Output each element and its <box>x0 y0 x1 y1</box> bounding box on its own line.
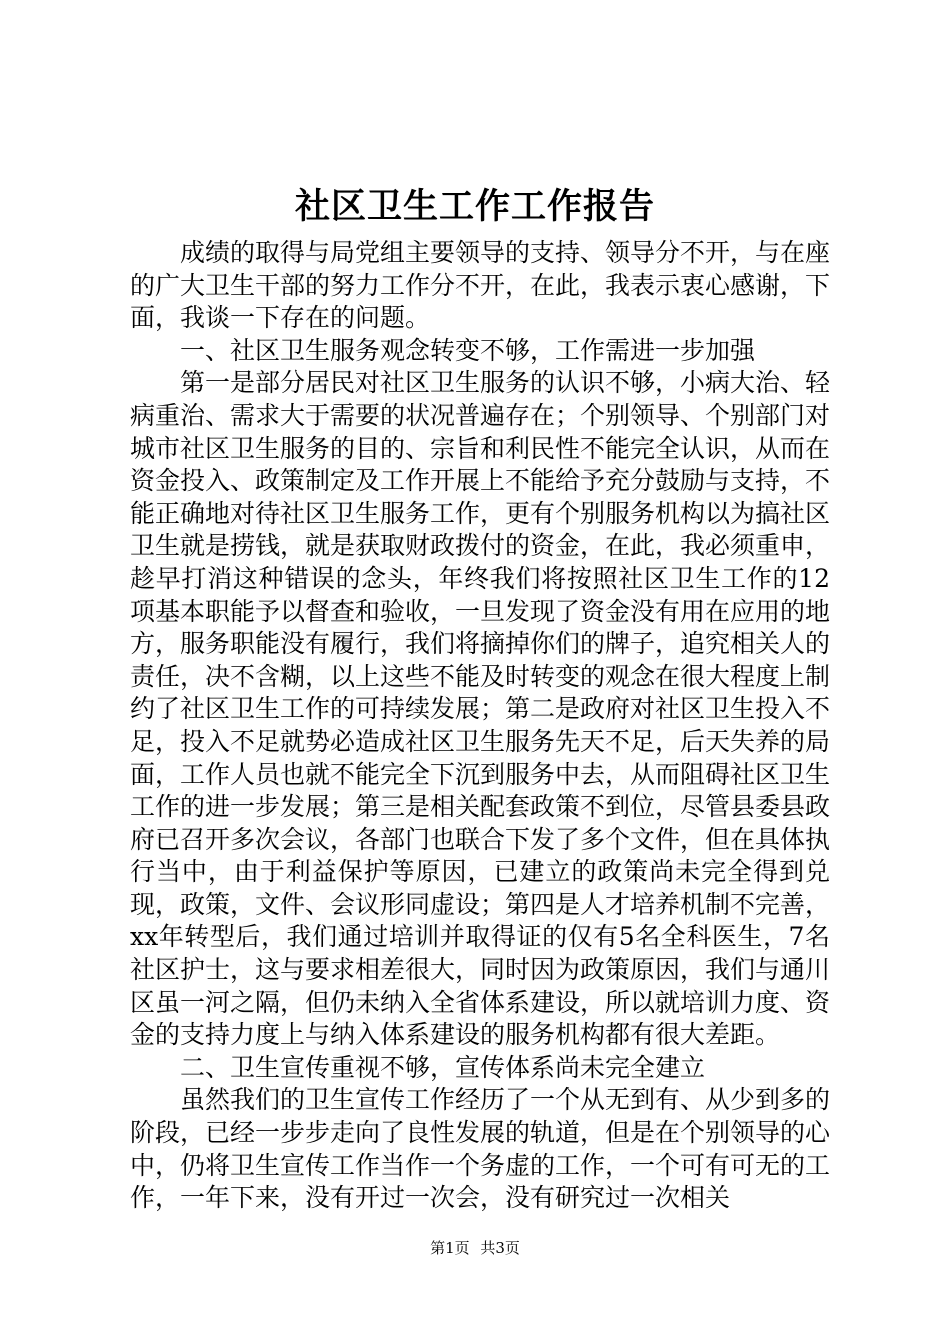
document-title: 社区卫生工作工作报告 <box>294 186 655 227</box>
paragraph-section-2: 虽然我们的卫生宣传工作经历了一个从无到有、从少到多的阶段，已经一步步走向了良性发展的轨道，但是在个别领导的心中，仍将卫生宣传工作当作一个务虚的工作，一个可有可无的工作，一年下来，没有开过一次会，没有研究过一次相关 <box>130 1085 831 1213</box>
page-number: 第1页 <box>430 1239 470 1257</box>
page-footer <box>0 1238 950 1258</box>
page-total: 共3页 <box>480 1239 520 1257</box>
section-heading-2: 二、卫生宣传重视不够，宣传体系尚未完全建立 <box>180 1052 706 1082</box>
section-heading-1: 一、社区卫生服务观念转变不够，工作需进一步加强 <box>180 335 756 365</box>
document-body <box>130 237 830 1215</box>
paragraph-section-1: 第一是部分居民对社区卫生服务的认识不够，小病大治、轻病重治、需求大于需要的状况普遍存在；个别领导、个别部门对城市社区卫生服务的目的、宗旨和利民性不能完全认识，从而在资金投入、政策制定及工作开展上不能给予充分鼓励与支持，不能正确地对待社区卫生服务工作，更有个别服务机构以为搞社区卫生就是捞钱，就是获取财政拨付的资金，在此，我必须重申，趁早打消这种错误的念头，年终我们将按照社区卫生工作的12项基本职能予以督查和验收，一旦发现了资金没有用在应用的地方，服务职能没有履行，我们将摘掉你们的牌子，追究相关人的责任，决不含糊，以上这些不能及时转变的观念在很大程度上制约了社区卫生工作的可持续发展；第二是政府对社区卫生投入不足，投入不足就势必造成社区卫生服务先天不足，后天失养的局面，工作人员也就不能完全下沉到服务中去，从而阻碍社区卫生工作的进一步发展；第三是相关配套政策不到位，尽管县委县政府已召开多次会议，各部门也联合下发了多个文件，但在具体执行当中，由于利益保护等原因，已建立的政策尚未完全得到兑现，政策，文件、会议形同虚设；第四是人才培养机制不完善，xx年转型后，我们通过培训并取得证的仅有5名全科医生，7名社区护士，这与要求相差很大，同时因为政策原因，我们与通川区虽一河之隔，但仍未纳入全省体系建设，所以就培训力度、资金的支持力度上与纳入体系建设的服务机构都有很大差距。 <box>130 368 831 1050</box>
paragraph-intro: 成绩的取得与局党组主要领导的支持、领导分不开，与在座的广大卫生干部的努力工作分不开，在此，我表示衷心感谢，下面，我谈一下存在的问题。 <box>130 238 831 333</box>
